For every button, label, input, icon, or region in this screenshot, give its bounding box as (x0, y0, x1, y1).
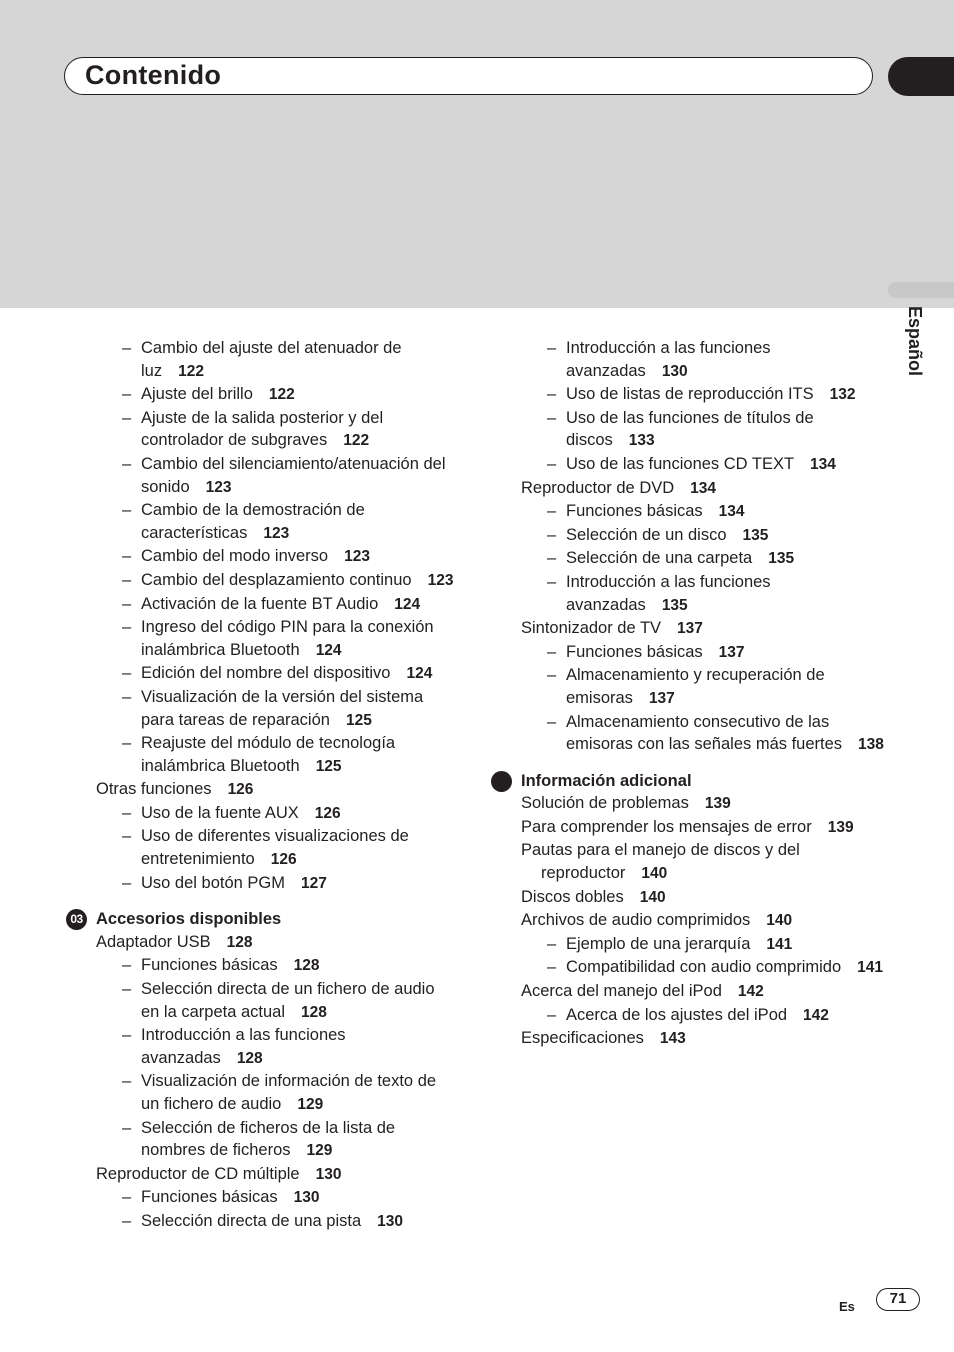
toc-subentry[interactable] (521, 337, 891, 383)
toc-entry[interactable] (521, 1027, 891, 1051)
toc-subentry[interactable] (96, 337, 456, 383)
toc-subentry[interactable] (96, 825, 456, 871)
toc-subentry[interactable] (96, 686, 456, 732)
toc-entry-text: Pautas para el manejo de discos y del reproductor (521, 841, 800, 883)
toc-entry-text: Acerca de los ajustes del iPod (566, 1005, 788, 1024)
toc-page-number: 128 (226, 933, 253, 951)
page-number: 71 (876, 1288, 920, 1311)
toc-subentry[interactable] (96, 593, 456, 617)
toc-entry-text: Introducción a las funciones avanzadas (566, 572, 771, 614)
toc-subentry[interactable] (96, 1210, 456, 1234)
toc-entry[interactable] (96, 778, 456, 802)
toc-subentry[interactable] (96, 1070, 456, 1116)
toc-page-number: 143 (659, 1030, 686, 1048)
toc-page-number: 130 (293, 1189, 320, 1207)
toc-entry[interactable] (521, 816, 891, 840)
toc-page-number: 132 (829, 386, 856, 404)
toc-entry-text: Archivos de audio comprimidos (521, 911, 751, 930)
toc-subentry[interactable] (521, 383, 891, 407)
toc-page-number: 126 (227, 781, 254, 799)
toc-subentry[interactable] (521, 453, 891, 477)
language-label: Español (905, 306, 925, 377)
toc-entry-text: Compatibilidad con audio comprimido (566, 958, 842, 977)
toc-entry-text: Selección directa de una pista (141, 1211, 362, 1230)
toc-page-number: 142 (737, 983, 764, 1001)
toc-entry-text: Ajuste de la salida posterior y del controlador de subgraves (141, 408, 384, 450)
toc-subentry[interactable] (521, 1004, 891, 1028)
toc-entry-text: Reproductor de CD múltiple (96, 1164, 300, 1183)
section-number-badge (491, 771, 512, 792)
toc-subentry[interactable] (96, 872, 456, 896)
toc-left-column (70, 337, 456, 1234)
toc-subentry[interactable] (96, 662, 456, 686)
toc-page-number: 123 (344, 548, 370, 566)
toc-entry-text: Acerca del manejo del iPod (521, 982, 722, 1001)
toc-entry[interactable] (96, 1163, 456, 1187)
toc-page-number: 134 (810, 455, 836, 473)
toc-right-column (521, 337, 891, 1051)
toc-subentry[interactable] (521, 933, 891, 957)
toc-subentry[interactable] (521, 571, 891, 617)
toc-subentry[interactable] (96, 453, 456, 499)
toc-subentry[interactable] (521, 956, 891, 980)
toc-page-number: 129 (306, 1142, 333, 1160)
toc-page-number: 123 (263, 524, 290, 542)
toc-entry-text: Sintonizador de TV (521, 619, 662, 638)
toc-subentry[interactable] (521, 664, 891, 710)
section-title: Accesorios disponibles (96, 910, 282, 929)
toc-entry[interactable] (521, 792, 891, 816)
section-number-badge: 03 (66, 909, 87, 930)
toc-entry-text: Cambio del silenciamiento/atenuación del sonido (141, 454, 446, 496)
toc-subentry[interactable] (521, 547, 891, 571)
toc-entry-text: Uso de diferentes visualizaciones de entretenimiento (141, 827, 409, 869)
toc-entry[interactable] (521, 909, 891, 933)
toc-page-number: 130 (315, 1165, 342, 1183)
toc-page-number: 122 (268, 386, 295, 404)
toc-entry-text: Cambio de la demostración de características (141, 501, 365, 542)
toc-entry-text: Visualización de información de texto de un fichero de audio (141, 1072, 437, 1113)
toc-page-number: 123 (427, 571, 454, 589)
toc-entry-text: Adaptador USB (96, 932, 211, 951)
toc-entry-text: Selección directa de un fichero de audio en la carpeta actual (141, 980, 435, 1021)
language-tab-marker (888, 282, 954, 298)
toc-subentry[interactable] (96, 732, 456, 778)
toc-entry-text: Ingreso del código PIN para la conexión inalámbrica Bluetooth (141, 618, 434, 659)
toc-page-number: 137 (677, 620, 703, 638)
toc-page-number: 126 (270, 851, 297, 869)
toc-entry-text: Cambio del modo inverso (141, 547, 329, 566)
toc-page-number: 142 (803, 1006, 829, 1024)
toc-entry-text: Edición del nombre del dispositivo (141, 664, 391, 683)
page-title: Contenido (85, 60, 222, 90)
toc-entry-text: Cambio del desplazamiento continuo (141, 570, 412, 589)
toc-entry-text: Almacenamiento consecutivo de las emisoras con las señales más fuertes (566, 712, 843, 754)
toc-entry-text: Uso del botón PGM (141, 873, 285, 892)
toc-page-number: 124 (406, 665, 433, 683)
toc-entry-text: Selección de una carpeta (566, 549, 753, 568)
toc-subentry[interactable] (521, 407, 891, 453)
toc-subentry[interactable] (96, 499, 456, 545)
toc-page-number: 139 (827, 818, 854, 836)
toc-page-number: 141 (857, 959, 884, 977)
toc-entry[interactable] (96, 931, 456, 955)
toc-entry-text: Selección de ficheros de la lista de nombres de ficheros (141, 1118, 396, 1160)
toc-entry-text: Introducción a las funciones avanzadas (141, 1026, 346, 1067)
toc-entry-text: Uso de las funciones CD TEXT (566, 454, 795, 473)
toc-section-heading (521, 770, 891, 793)
toc-page-number: 141 (766, 935, 793, 953)
toc-page-number: 127 (301, 874, 327, 892)
header-band (0, 0, 954, 308)
toc-entry-text: Reproductor de DVD (521, 478, 675, 497)
toc-subentry[interactable] (96, 1024, 456, 1070)
section-title: Información adicional (521, 771, 692, 790)
toc-entry-text: Funciones básicas (141, 956, 278, 975)
toc-entry-text: Funciones básicas (566, 642, 703, 661)
toc-page-number: 128 (293, 957, 320, 975)
toc-page-number: 133 (628, 432, 655, 450)
toc-entry-text: Especificaciones (521, 1029, 644, 1048)
toc-subentry[interactable] (96, 545, 456, 569)
toc-entry-text: Ejemplo de una jerarquía (566, 934, 751, 953)
toc-subentry[interactable] (521, 711, 891, 757)
toc-entry-text: Ajuste del brillo (141, 385, 253, 404)
toc-page-number: 135 (742, 526, 769, 544)
toc-entry[interactable] (521, 886, 891, 910)
toc-page-number: 134 (690, 479, 717, 497)
toc-page-number: 140 (639, 888, 666, 906)
toc-page-number: 139 (704, 795, 731, 813)
toc-section-heading (70, 908, 456, 931)
toc-entry-text: Cambio del ajuste del atenuador de luz (141, 339, 402, 380)
toc-page-number: 130 (661, 362, 688, 380)
toc-entry-text: Funciones básicas (141, 1188, 278, 1207)
toc-page-number: 138 (858, 736, 884, 754)
toc-entry-text: Discos dobles (521, 887, 624, 906)
toc-subentry[interactable] (96, 383, 456, 407)
toc-page-number: 129 (297, 1096, 324, 1113)
toc-page-number: 134 (718, 503, 745, 521)
toc-subentry[interactable] (96, 407, 456, 453)
toc-entry-text: Otras funciones (96, 780, 212, 799)
toc-subentry[interactable] (96, 802, 456, 826)
toc-page-number: 122 (343, 432, 370, 450)
toc-entry-text: Uso de las funciones de títulos de discos (566, 408, 814, 450)
toc-subentry[interactable] (521, 524, 891, 548)
section-tab-marker (888, 57, 954, 96)
toc-entry-text: Selección de un disco (566, 525, 727, 544)
toc-subentry[interactable] (521, 641, 891, 665)
footer-language-code: Es (839, 1299, 855, 1314)
toc-entry-text: Almacenamiento y recuperación de emisoras (566, 666, 825, 707)
toc-entry-text: Solución de problemas (521, 794, 689, 813)
toc-subentry[interactable] (96, 1186, 456, 1210)
toc-page-number: 124 (315, 641, 342, 659)
toc-entry-text: Funciones básicas (566, 502, 703, 521)
toc-entry-text: Reajuste del módulo de tecnología inalámbrica Bluetooth (141, 734, 396, 775)
toc-entry[interactable] (521, 980, 891, 1004)
toc-subentry[interactable] (521, 500, 891, 524)
toc-entry-text: Activación de la fuente BT Audio (141, 594, 379, 613)
toc-entry-text: Introducción a las funciones avanzadas (566, 339, 771, 380)
toc-page-number: 126 (314, 804, 341, 822)
toc-page-number: 140 (641, 865, 668, 883)
toc-entry[interactable] (521, 477, 891, 501)
toc-entry-text: Uso de listas de reproducción ITS (566, 385, 814, 404)
toc-entry-text: Para comprender los mensajes de error (521, 817, 812, 836)
toc-page-number: 130 (377, 1212, 404, 1230)
toc-entry-text: Visualización de la versión del sistema para tareas de reparación (141, 687, 424, 729)
toc-entry[interactable] (521, 617, 891, 641)
toc-page-number: 135 (661, 596, 688, 614)
toc-page-number: 137 (718, 643, 745, 661)
toc-page-number: 128 (236, 1049, 263, 1067)
toc-subentry[interactable] (96, 569, 456, 593)
toc-subentry[interactable] (96, 1117, 456, 1163)
toc-subentry[interactable] (96, 978, 456, 1024)
toc-page-number: 140 (766, 912, 793, 930)
toc-page-number: 124 (394, 595, 421, 613)
toc-page-number: 128 (301, 1003, 327, 1021)
toc-page-number: 125 (315, 757, 342, 775)
toc-entry-text: Uso de la fuente AUX (141, 803, 299, 822)
toc-page-number: 123 (205, 478, 232, 496)
toc-page-number: 135 (768, 550, 795, 568)
toc-entry[interactable] (521, 839, 891, 885)
toc-page-number: 137 (648, 689, 675, 707)
title-box (64, 57, 873, 95)
toc-page-number: 122 (178, 362, 204, 380)
toc-subentry[interactable] (96, 616, 456, 662)
toc-subentry[interactable] (96, 954, 456, 978)
toc-page-number: 125 (345, 711, 372, 729)
